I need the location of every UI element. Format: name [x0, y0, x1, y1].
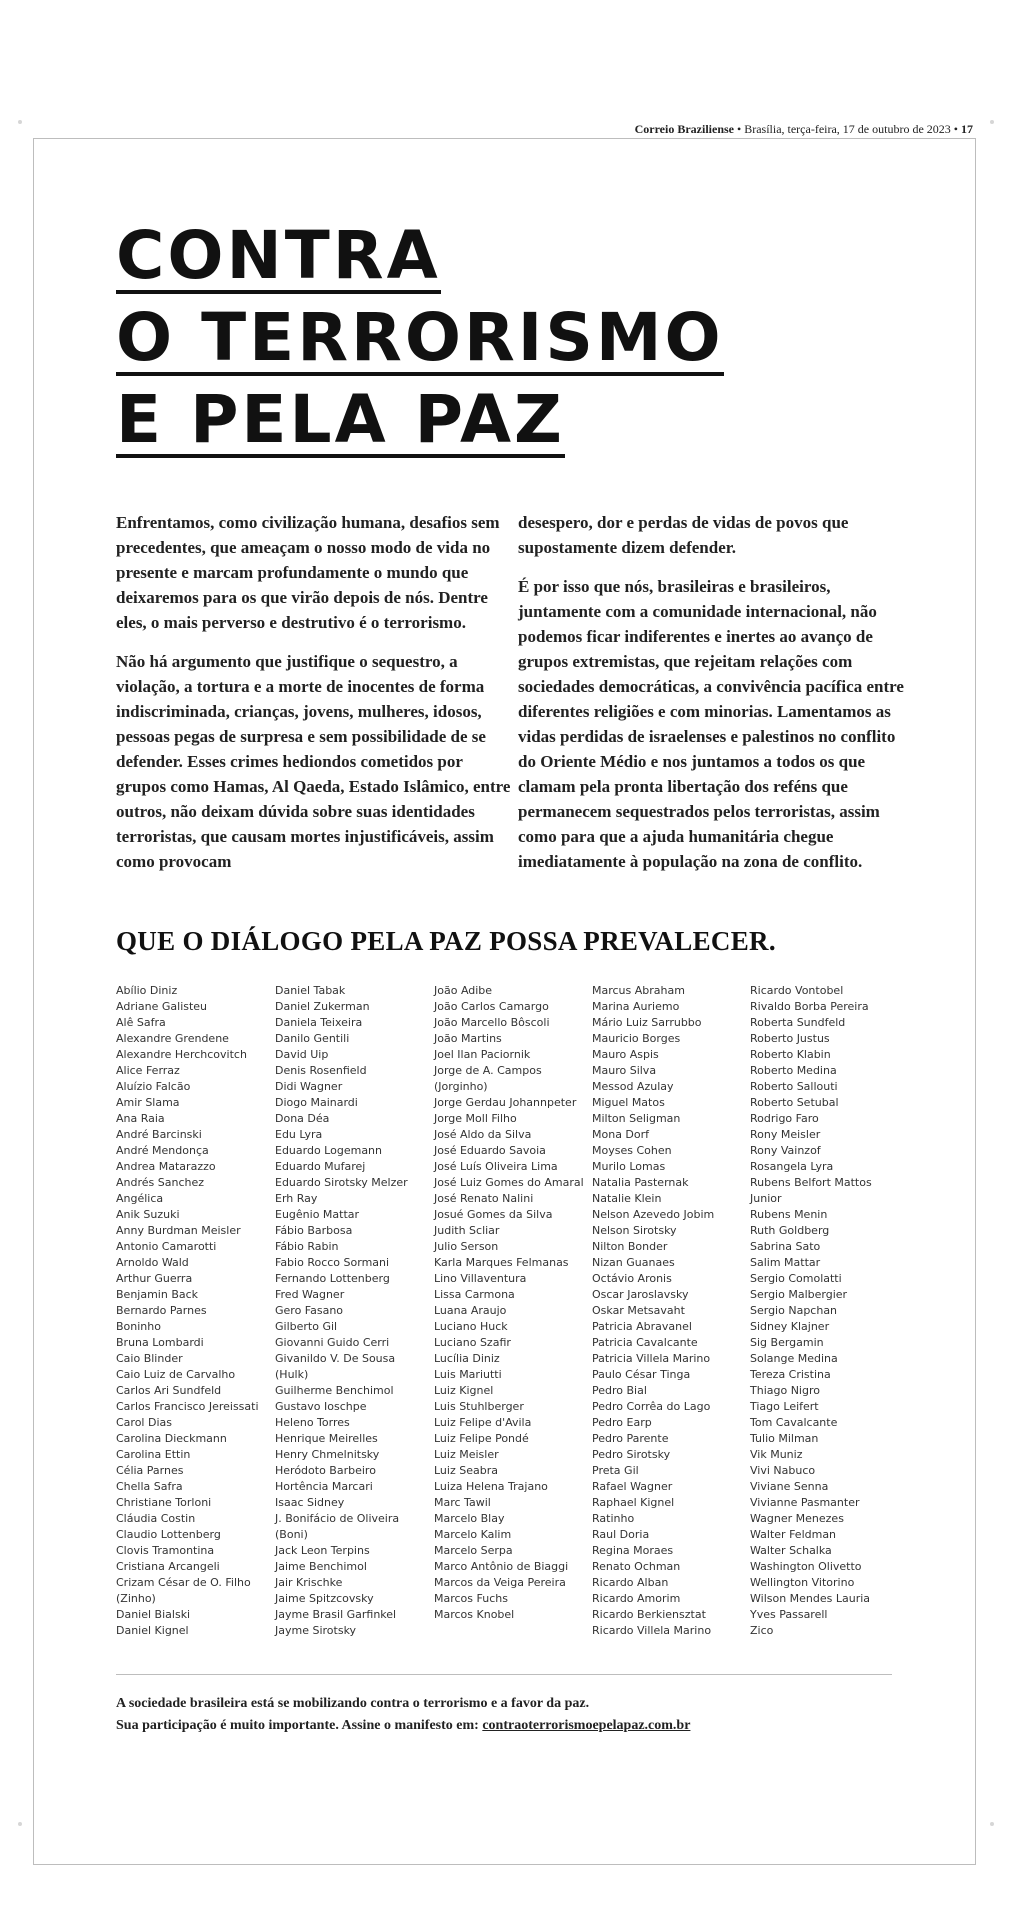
signatory-name: Ana Raia [116, 1112, 165, 1125]
manifesto-paragraph: desespero, dor e perdas de vidas de povos que supostamente dizem defender. [518, 513, 849, 557]
signatory-name: Daniela Teixeira [275, 1016, 363, 1029]
signatory-name: Murilo Lomas [592, 1160, 666, 1173]
signatory-name: Marina Auriemo [592, 1000, 680, 1013]
signatory-name: Viviane Senna [750, 1480, 829, 1493]
signatory-name: Julio Serson [434, 1240, 499, 1253]
footer-call-to-action [116, 1693, 916, 1737]
signatory-name: Henry Chmelnitsky [275, 1448, 380, 1461]
signatory-name: Guilherme Benchimol [275, 1384, 394, 1397]
signatory-name: Roberta Sundfeld [750, 1016, 846, 1029]
signatory-name: Diogo Mainardi [275, 1096, 358, 1109]
signatory-name: Vivianne Pasmanter [750, 1496, 860, 1509]
signatory-name: Thiago Nigro [750, 1384, 820, 1397]
signatory-name: Ricardo Vontobel [750, 984, 844, 997]
signatory-name: Arnoldo Wald [116, 1256, 189, 1269]
signatory-name: Pedro Bial [592, 1384, 647, 1397]
signatory-name: Mário Luiz Sarrubbo [592, 1016, 702, 1029]
manifesto-link[interactable]: contraoterrorismoepelapaz.com.br [482, 1718, 691, 1733]
signatory-name: Erh Ray [275, 1192, 318, 1205]
signatory-name: Sidney Klajner [750, 1320, 830, 1333]
signatory-name: Aluízio Falcão [116, 1080, 191, 1093]
signatory-name: Alexandre Herchcovitch [116, 1048, 247, 1061]
signatories-column-2 [275, 983, 425, 1639]
signatory-name: Sergio Napchan [750, 1304, 838, 1317]
signatories-column-1 [116, 983, 266, 1639]
signatory-name: Lucília Diniz [434, 1352, 500, 1365]
signatory-name: Rony Vainzof [750, 1144, 821, 1157]
signatory-name: Denis Rosenfield [275, 1064, 367, 1077]
signatory-name: Andrea Matarazzo [116, 1160, 216, 1173]
signatory-name: Antonio Camarotti [116, 1240, 217, 1253]
signatory-name: Chella Safra [116, 1480, 183, 1493]
signatory-name: João Martins [434, 1032, 502, 1045]
signatory-name: Tiago Leifert [750, 1400, 819, 1413]
signatory-name: Luiz Kignel [434, 1384, 494, 1397]
manifesto-paragraph: Enfrentamos, como civilização humana, desafios sem precedentes, que ameaçam o nosso modo de vida no presente e marcam profundamente o mundo que deixaremos para os que virão depois de nós. Dentre eles, o mais perverso e destrutivo é o terrorismo. [116, 513, 500, 632]
signatory-name: Dona Déa [275, 1112, 330, 1125]
signatory-name: David Uip [275, 1048, 329, 1061]
signatory-name: Salim Mattar [750, 1256, 821, 1269]
signatories-column-3 [434, 983, 584, 1623]
signatory-name: Tulio Milman [750, 1432, 819, 1445]
signatory-name: Daniel Tabak [275, 984, 346, 997]
signatory-name: Gustavo Ioschpe [275, 1400, 367, 1413]
signatory-name: Benjamin Back [116, 1288, 199, 1301]
signatory-name: Ricardo Villela Marino [592, 1624, 712, 1637]
signatory-name: Alê Safra [116, 1016, 166, 1029]
signatory-name: Bruna Lombardi [116, 1336, 204, 1349]
slogan: QUE O DIÁLOGO PELA PAZ POSSA PREVALECER. [116, 926, 776, 956]
headline-line-3: E PELA PAZ [116, 381, 565, 458]
signatory-name: Sergio Comolatti [750, 1272, 842, 1285]
signatory-name: Givanildo V. De Sousa (Hulk) [275, 1352, 396, 1381]
signatory-name: Heródoto Barbeiro [275, 1464, 376, 1477]
signatory-name: Messod Azulay [592, 1080, 674, 1093]
signatory-name: Sabrina Sato [750, 1240, 821, 1253]
signatory-name: Yves Passarell [750, 1608, 828, 1621]
signatory-name: Lissa Carmona [434, 1288, 515, 1301]
signatory-name: Washington Olivetto [750, 1560, 862, 1573]
signatory-name: Jayme Brasil Garfinkel [275, 1608, 397, 1621]
signatory-name: Marcelo Blay [434, 1512, 505, 1525]
signatory-name: Marco Antônio de Biaggi [434, 1560, 569, 1573]
headline-line-2: O TERRORISMO [116, 299, 724, 376]
signatory-name: Luiz Seabra [434, 1464, 498, 1477]
signatory-name: Roberto Justus [750, 1032, 830, 1045]
signatory-name: Adriane Galisteu [116, 1000, 208, 1013]
signatory-name: Eduardo Sirotsky Melzer [275, 1176, 408, 1189]
signatory-name: Vik Muniz [750, 1448, 803, 1461]
signatory-name: Ricardo Amorim [592, 1592, 681, 1605]
registration-mark [18, 1822, 22, 1826]
signatory-name: Roberto Medina [750, 1064, 837, 1077]
signatory-name: Jorge Moll Filho [434, 1112, 517, 1125]
signatory-name: José Luiz Gomes do Amaral [434, 1176, 584, 1189]
signatory-name: Luciano Huck [434, 1320, 508, 1333]
signatory-name: Tereza Cristina [750, 1368, 831, 1381]
signatory-name: Luis Stuhlberger [434, 1400, 524, 1413]
signatory-name: Mauricio Borges [592, 1032, 681, 1045]
signatory-name: Anny Burdman Meisler [116, 1224, 241, 1237]
signatory-name: Marc Tawil [434, 1496, 491, 1509]
signatory-name: Daniel Zukerman [275, 1000, 370, 1013]
signatory-name: Joel Ilan Paciornik [434, 1048, 531, 1061]
manifesto-left-column [116, 510, 511, 888]
signatory-name: Patricia Cavalcante [592, 1336, 698, 1349]
signatory-name: Hortência Marcari [275, 1480, 373, 1493]
signatory-name: Preta Gil [592, 1464, 639, 1477]
registration-mark [18, 120, 22, 124]
signatory-name: Jorge de A. Campos (Jorginho) [434, 1064, 542, 1093]
signatory-name: Abílio Diniz [116, 984, 178, 997]
manifesto-paragraph: É por isso que nós, brasileiras e brasileiros, juntamente com a comunidade internacional, não podemos ficar indiferentes e inertes ao avanço de grupos extremistas, que rejeitam relações com sociedades democráticas, a convivência pacífica entre diferentes religiões e com minorias. Lamentamos as vidas perdidas de israelenses e palestinos no conflito do Oriente Médio e nos juntamos a todos os que clamam pela pronta libertação dos reféns que permanecem sequestrados pelos terroristas, assim como para que a ajuda humanitária chegue imediatamente à população na zona de conflito. [518, 577, 904, 871]
signatory-name: Tom Cavalcante [750, 1416, 838, 1429]
signatory-name: Rafael Wagner [592, 1480, 673, 1493]
page-number: 17 [961, 122, 973, 136]
signatory-name: André Mendonça [116, 1144, 209, 1157]
signatory-name: Caio Luiz de Carvalho [116, 1368, 236, 1381]
signatory-name: Claudio Lottenberg [116, 1528, 221, 1541]
signatory-name: Roberto Sallouti [750, 1080, 838, 1093]
signatory-name: Giovanni Guido Cerri [275, 1336, 390, 1349]
signatory-name: Heleno Torres [275, 1416, 350, 1429]
signatory-name: Zico [750, 1624, 774, 1637]
signatory-name: Nilton Bonder [592, 1240, 668, 1253]
footer-line-2 [116, 1715, 916, 1737]
headline-line-1: CONTRA [116, 217, 441, 294]
signatory-name: Clovis Tramontina [116, 1544, 215, 1557]
signatory-name: Rubens Menin [750, 1208, 828, 1221]
signatory-name: Milton Seligman [592, 1112, 681, 1125]
signatory-name: José Luís Oliveira Lima [434, 1160, 558, 1173]
signatory-name: Carlos Francisco Jereissati [116, 1400, 259, 1413]
signatory-name: Pedro Sirotsky [592, 1448, 671, 1461]
signatory-name: Moyses Cohen [592, 1144, 672, 1157]
newspaper-header [635, 122, 973, 137]
manifesto-right-column [518, 510, 913, 888]
signatory-name: Pedro Corrêa do Lago [592, 1400, 711, 1413]
signatory-name: Ratinho [592, 1512, 635, 1525]
signatory-name: Mona Dorf [592, 1128, 650, 1141]
signatory-name: Luiz Meisler [434, 1448, 499, 1461]
signatory-name: Paulo César Tinga [592, 1368, 691, 1381]
footer-line-2-text: Sua participação é muito importante. Assine o manifesto em: [116, 1718, 483, 1733]
signatory-name: Mauro Silva [592, 1064, 657, 1077]
signatory-name: Natalie Klein [592, 1192, 662, 1205]
signatory-name: Bernardo Parnes [116, 1304, 207, 1317]
signatory-name: Marcos Fuchs [434, 1592, 508, 1605]
signatory-name: Gero Fasano [275, 1304, 344, 1317]
signatory-name: Fábio Rabin [275, 1240, 339, 1253]
signatory-name: Edu Lyra [275, 1128, 323, 1141]
signatory-name: Wagner Menezes [750, 1512, 844, 1525]
signatory-name: Fabio Rocco Sormani [275, 1256, 390, 1269]
signatory-name: Oscar Jaroslavsky [592, 1288, 689, 1301]
signatory-name: Solange Medina [750, 1352, 838, 1365]
signatory-name: Karla Marques Felmanas [434, 1256, 569, 1269]
signatory-name: Ricardo Alban [592, 1576, 669, 1589]
signatory-name: Eduardo Mufarej [275, 1160, 366, 1173]
signatory-name: José Renato Nalini [434, 1192, 534, 1205]
signatory-name: Octávio Aronis [592, 1272, 672, 1285]
signatory-name: Mauro Aspis [592, 1048, 659, 1061]
signatory-name: José Eduardo Savoia [434, 1144, 546, 1157]
signatory-name: Lino Villaventura [434, 1272, 527, 1285]
signatory-name: Renato Ochman [592, 1560, 681, 1573]
signatory-name: Andrés Sanchez [116, 1176, 205, 1189]
signatory-name: Walter Feldman [750, 1528, 837, 1541]
signatory-name: Carlos Ari Sundfeld [116, 1384, 222, 1397]
signatory-name: Carol Dias [116, 1416, 172, 1429]
signatory-name: Luiza Helena Trajano [434, 1480, 548, 1493]
signatory-name: Nelson Azevedo Jobim [592, 1208, 715, 1221]
signatory-name: Luana Araujo [434, 1304, 507, 1317]
signatory-name: Cristiana Arcangeli [116, 1560, 220, 1573]
registration-mark [990, 1822, 994, 1826]
signatory-name: Daniel Kignel [116, 1624, 189, 1637]
signatory-name: Jack Leon Terpins [275, 1544, 370, 1557]
signatory-name: Luiz Felipe d'Avila [434, 1416, 532, 1429]
signatory-name: Sergio Malbergier [750, 1288, 848, 1301]
signatory-name: João Carlos Camargo [434, 1000, 549, 1013]
signatory-name: Marcelo Serpa [434, 1544, 513, 1557]
signatory-name: Marcos Knobel [434, 1608, 515, 1621]
signatory-name: Isaac Sidney [275, 1496, 345, 1509]
signatory-name: Célia Parnes [116, 1464, 184, 1477]
signatory-name: Pedro Parente [592, 1432, 669, 1445]
signatory-name: Jorge Gerdau Johannpeter [434, 1096, 577, 1109]
signatory-name: Pedro Earp [592, 1416, 652, 1429]
signatory-name: Ruth Goldberg [750, 1224, 830, 1237]
signatory-name: Josué Gomes da Silva [434, 1208, 553, 1221]
signatory-name: Nelson Sirotsky [592, 1224, 677, 1237]
signatory-name: Patricia Abravanel [592, 1320, 692, 1333]
signatory-name: Wellington Vitorino [750, 1576, 855, 1589]
signatories-column-4 [592, 983, 742, 1639]
signatory-name: Amir Slama [116, 1096, 180, 1109]
newspaper-name: Correio Braziliense [634, 122, 734, 136]
signatory-name: Carolina Dieckmann [116, 1432, 227, 1445]
signatory-name: Henrique Meirelles [275, 1432, 378, 1445]
signatory-name: Rivaldo Borba Pereira [750, 1000, 869, 1013]
manifesto-paragraph: Não há argumento que justifique o sequestro, a violação, a tortura e a morte de inocentes de forma indiscriminada, crianças, jovens, mulheres, idosos, pessoas pegas de surpresa e sem possibilidade de se defender. Esses crimes hediondos cometidos por grupos como Hamas, Al Qaeda, Estado Islâmico, entre outros, não deixam dúvida sobre suas identidades terroristas, que causam mortes injustificáveis, assim como provocam [116, 652, 511, 871]
signatory-name: Wilson Mendes Lauria [750, 1592, 871, 1605]
footer-line-1: A sociedade brasileira está se mobilizando contra o terrorismo e a favor da paz. [116, 1696, 590, 1711]
signatory-name: Raphael Kignel [592, 1496, 675, 1509]
signatory-name: Marcos da Veiga Pereira [434, 1576, 566, 1589]
signatory-name: João Adibe [434, 984, 493, 997]
signatory-name: Marcelo Kalim [434, 1528, 512, 1541]
signatory-name: Fred Wagner [275, 1288, 345, 1301]
signatory-name: Rony Meisler [750, 1128, 821, 1141]
signatory-name: Rosangela Lyra [750, 1160, 834, 1173]
signatory-name: José Aldo da Silva [434, 1128, 532, 1141]
signatory-name: Fernando Lottenberg [275, 1272, 390, 1285]
signatory-name: Sig Bergamin [750, 1336, 824, 1349]
signatory-name: André Barcinski [116, 1128, 202, 1141]
signatory-name: Luis Mariutti [434, 1368, 502, 1381]
signatory-name: Daniel Bialski [116, 1608, 191, 1621]
signatory-name: Roberto Setubal [750, 1096, 839, 1109]
signatory-name: Raul Doria [592, 1528, 650, 1541]
signatory-name: Danilo Gentili [275, 1032, 350, 1045]
signatory-name: Oskar Metsavaht [592, 1304, 685, 1317]
signatory-name: Miguel Matos [592, 1096, 665, 1109]
signatory-name: Carolina Ettin [116, 1448, 191, 1461]
signatory-name: Vivi Nabuco [750, 1464, 816, 1477]
signatory-name: Jaime Spitzcovsky [275, 1592, 374, 1605]
signatory-name: Luiz Felipe Pondé [434, 1432, 529, 1445]
dateline: • Brasília, terça-feira, 17 de outubro de 2023 • [734, 122, 961, 136]
signatory-name: Ricardo Berkiensztat [592, 1608, 706, 1621]
signatory-name: Rodrigo Faro [750, 1112, 819, 1125]
signatory-name: Nizan Guanaes [592, 1256, 675, 1269]
signatory-name: J. Bonifácio de Oliveira (Boni) [275, 1512, 400, 1541]
signatory-name: Gilberto Gil [275, 1320, 338, 1333]
signatory-name: João Marcello Bôscoli [434, 1016, 550, 1029]
signatory-name: Anik Suzuki [116, 1208, 180, 1221]
headline [116, 217, 724, 468]
signatory-name: Alice Ferraz [116, 1064, 180, 1077]
signatory-name: Jaime Benchimol [275, 1560, 367, 1573]
signatory-name: Natalia Pasternak [592, 1176, 689, 1189]
signatory-name: Roberto Klabin [750, 1048, 831, 1061]
signatory-name: Arthur Guerra [116, 1272, 193, 1285]
signatory-name: Rubens Belfort Mattos Junior [750, 1176, 872, 1205]
footer-divider [116, 1674, 892, 1675]
signatory-name: Jair Krischke [275, 1576, 343, 1589]
signatory-name: Christiane Torloni [116, 1496, 212, 1509]
signatory-name: Crizam César de O. Filho (Zinho) [116, 1576, 251, 1605]
signatory-name: Regina Moraes [592, 1544, 674, 1557]
signatory-name: Boninho [116, 1320, 161, 1333]
signatory-name: Walter Schalka [750, 1544, 832, 1557]
signatory-name: Didi Wagner [275, 1080, 343, 1093]
signatory-name: Patricia Villela Marino [592, 1352, 711, 1365]
signatory-name: Luciano Szafir [434, 1336, 511, 1349]
registration-mark [990, 120, 994, 124]
signatory-name: Marcus Abraham [592, 984, 685, 997]
signatory-name: Cláudia Costin [116, 1512, 196, 1525]
signatory-name: Jayme Sirotsky [275, 1624, 357, 1637]
signatory-name: Eugênio Mattar [275, 1208, 360, 1221]
signatory-name: Eduardo Logemann [275, 1144, 382, 1157]
signatory-name: Caio Blinder [116, 1352, 183, 1365]
signatory-name: Judith Scliar [434, 1224, 500, 1237]
signatory-name: Alexandre Grendene [116, 1032, 229, 1045]
signatory-name: Angélica [116, 1192, 164, 1205]
signatories-column-5 [750, 983, 900, 1639]
signatory-name: Fábio Barbosa [275, 1224, 353, 1237]
